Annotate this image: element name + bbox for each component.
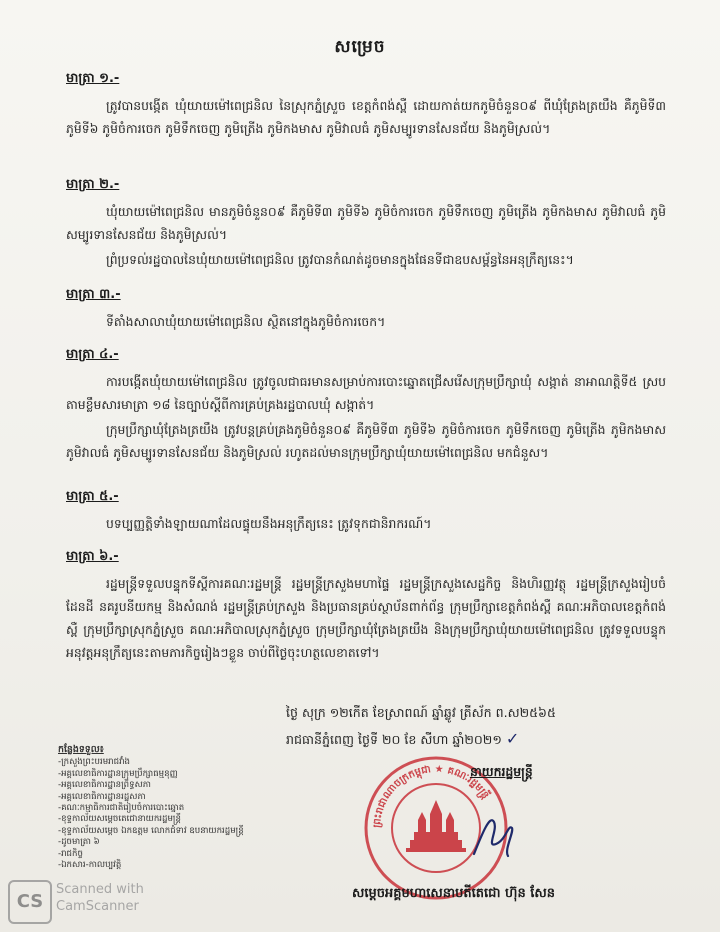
signer-name: សម្តេចអគ្គមហាសេនាបតីតេជោ ហ៊ុន សែន	[352, 886, 555, 901]
article-4-paragraph-2	[66, 418, 666, 464]
article-3-heading: មាត្រា ៣.-	[66, 287, 121, 302]
gregorian-date-line	[286, 726, 686, 753]
article-6-heading: មាត្រា ៦.-	[66, 549, 119, 564]
recipient-item: -អគ្គលេខាធិការដ្ឋានក្រុមប្រឹក្សាធម្មនុញ្ញ	[58, 768, 178, 779]
seal-ring-text: ព្រះរាជាណាចក្រកម្ពុជា ★ គណៈរដ្ឋមន្ត្រី	[371, 763, 491, 829]
handwritten-checkmark-icon: ✓	[505, 729, 520, 748]
angkor-wat-icon	[406, 800, 466, 852]
article-2-text-2: ព្រំប្រទល់រដ្ឋបាលនៃឃុំយាយម៉ៅពេជ្រនិល ត្រូវបានកំណត់ដូចមានក្នុងផែនទីជាឧបសម្ព័ន្ធនៃអនុក្រឹត្យនេះ។	[106, 252, 574, 267]
article-4-text-1: ការបង្កើតឃុំយាយម៉ៅពេជ្រនិល ត្រូវចូលជាធរមានសម្រាប់ការបោះឆ្នោតជ្រើសរើសក្រុមប្រឹក្សាឃុំ សង្កាត់ នាអាណត្តិទី៥ ស្របតាមខ្លឹមសារមាត្រា ១៨ នៃច្បាប់ស្តីពីការគ្រប់គ្រងរដ្ឋបាលឃុំ សង្កាត់។	[66, 374, 666, 412]
recipient-item: -ក្រសួងព្រះបរមរាជវាំង	[58, 757, 131, 768]
recipients-heading: កន្លែងទទួល៖	[58, 744, 104, 755]
watermark-line-1: Scanned with	[56, 882, 144, 897]
recipient-item: -គណៈកម្មាធិការជាតិរៀបចំការបោះឆ្នោត	[58, 803, 185, 814]
recipient-item: -រាជកិច្ច	[58, 848, 83, 859]
lunar-date-line: ថ្ងៃ សុក្រ ១២កើត ខែស្រាពណ៍ ឆ្នាំឆ្លូវ ត្រីស័ក ព.ស២៥៦៥	[286, 705, 556, 720]
recipient-item: -ខុទ្ទកាល័យសម្តេចតេជោនាយករដ្ឋមន្ត្រី	[58, 814, 181, 825]
article-5-heading: មាត្រា ៥.-	[66, 489, 119, 504]
recipient-item: -ដូចមាត្រា ៦	[58, 837, 100, 848]
watermark-line-2: CamScanner	[56, 899, 139, 914]
recipient-item: -អគ្គលេខាធិការដ្ឋានរដ្ឋសភា	[58, 791, 146, 802]
article-3-text: ទីតាំងសាលាឃុំយាយម៉ៅពេជ្រនិល ស្ថិតនៅក្នុងភូមិចំការចេក។	[106, 314, 386, 329]
article-5-text: បទប្បញ្ញត្តិទាំងឡាយណាដែលផ្ទុយនឹងអនុក្រឹត្យនេះ ត្រូវទុកជានិរាករណ៍។	[106, 516, 432, 531]
recipients-list	[58, 744, 308, 871]
signatory-title: នាយករដ្ឋមន្ត្រី	[470, 764, 533, 779]
article-4-text-2: ក្រុមប្រឹក្សាឃុំត្រែងត្រយឹង ត្រូវបន្តគ្រប់គ្រងភូមិចំនួន០៩ គឺភូមិទី៣ ភូមិទី៦ ភូមិចំការចេក ភូមិទឹកចេញ ភូមិត្រើង ភូមិកងមាស ភូមិវាលធំ ភូមិសម្បូរទានសែនជ័យ និងភូមិស្រល់ រហូតដល់មានក្រុមប្រឹក្សាឃុំយាយម៉ៅពេជ្រនិល មកជំនួស។	[66, 422, 666, 460]
recipient-item: -អគ្គលេខាធិការដ្ឋានព្រឹទ្ធសភា	[58, 780, 151, 791]
handwritten-signature-icon	[468, 804, 518, 864]
article-1-text: ត្រូវបានបង្កើត ឃុំយាយម៉ៅពេជ្រនិល នៃស្រុកភ្នំស្រួច ខេត្តកំពង់ស្ពឺ ដោយកាត់យកភូមិចំនួន០៩ ពីឃុំត្រែងត្រយឹង គឺភូមិទី៣ ភូមិទី៦ ភូមិចំការចេក ភូមិទឹកចេញ ភូមិត្រើង ភូមិកងមាស ភូមិវាលធំ ភូមិសម្បូរទានសែនជ័យ និងភូមិស្រល់។	[66, 98, 666, 136]
document-title: សម្រេច	[334, 37, 386, 57]
article-3-paragraph	[66, 310, 666, 333]
article-2-text-1: ឃុំយាយម៉ៅពេជ្រនិល មានភូមិចំនួន០៩ គឺភូមិទី៣ ភូមិទី៦ ភូមិចំការចេក ភូមិទឹកចេញ ភូមិត្រើង ភូមិកងមាស ភូមិវាលធំ ភូមិសម្បូរទានសែនជ័យ និងភូមិស្រល់។	[66, 204, 666, 242]
article-1-heading: មាត្រា ១.-	[66, 71, 120, 86]
article-6-paragraph	[66, 572, 666, 664]
article-4-heading: មាត្រា ៤.-	[66, 347, 119, 362]
article-2-heading: មាត្រា ២.-	[66, 177, 120, 192]
recipient-item: -ឯកសារ-កាលប្បវត្តិ	[58, 860, 122, 871]
article-4-paragraph-1	[66, 370, 666, 416]
article-2-paragraph-1	[66, 200, 666, 246]
camscanner-logo-icon: CS	[8, 880, 52, 924]
article-6-text: រដ្ឋមន្ត្រីទទួលបន្ទុកទីស្តីការគណៈរដ្ឋមន្ត្រី រដ្ឋមន្ត្រីក្រសួងមហាផ្ទៃ រដ្ឋមន្ត្រីក្រសួងសេដ្ឋកិច្ច និងហិរញ្ញវត្ថុ រដ្ឋមន្ត្រីក្រសួងរៀបចំដែនដី នគរូបនីយកម្ម និងសំណង់ រដ្ឋមន្ត្រីគ្រប់ក្រសួង និងប្រធានគ្រប់ស្ថាប័នពាក់ព័ន្ធ ក្រុមប្រឹក្សាខេត្តកំពង់ស្ពឺ គណៈអភិបាលខេត្តកំពង់ស្ពឺ ក្រុមប្រឹក្សាស្រុកភ្នំស្រួច គណៈអភិបាលស្រុកភ្នំស្រួច ក្រុមប្រឹក្សាឃុំត្រែងត្រយឹង និងក្រុមប្រឹក្សាឃុំយាយម៉ៅពេជ្រនិល ត្រូវទទួលបន្ទុកអនុវត្តអនុក្រឹត្យនេះតាមភារកិច្ចរៀងៗខ្លួន ចាប់ពីថ្ងៃចុះហត្ថលេខាតទៅ។	[66, 576, 666, 660]
recipient-item: -ខុទ្ទកាល័យសម្តេច ឯកឧត្តម លោកជំទាវ ឧបនាយករដ្ឋមន្ត្រី	[58, 825, 244, 836]
article-2-paragraph-2	[66, 248, 666, 271]
article-1-paragraph	[66, 94, 666, 140]
article-5-paragraph	[66, 512, 666, 535]
gregorian-date-text: រាជធានីភ្នំពេញ ថ្ងៃទី ២០ ខែ សីហា ឆ្នាំ២០២១	[286, 732, 502, 747]
camscanner-watermark	[56, 881, 144, 915]
